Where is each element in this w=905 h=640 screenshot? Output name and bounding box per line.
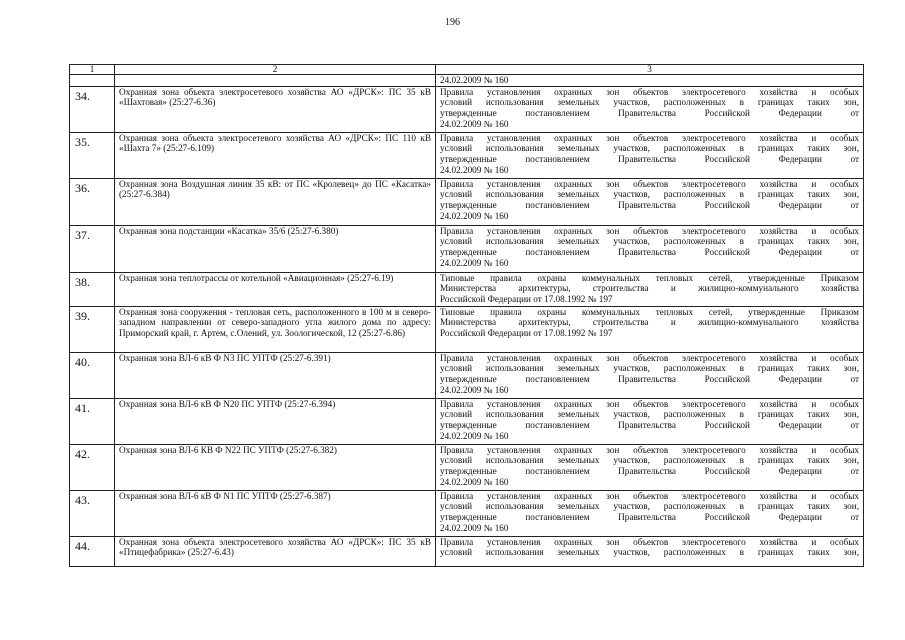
document-line: условий использования земельных участков, расположенных в границах таких зон, xyxy=(440,547,859,558)
table-row xyxy=(70,490,864,536)
document-line: условий использования земельных участков, расположенных в границах таких зон, xyxy=(440,409,859,420)
document-line: Министерства архитектуры, строительства и жилищно-коммунального хозяйства xyxy=(440,317,859,328)
document-line: утвержденные постановлением Правительства Российской Федерации от xyxy=(440,200,859,211)
document-line: условий использования земельных участков, расположенных в границах таких зон, xyxy=(440,97,859,108)
document-line: Типовые правила охраны коммунальных тепловых сетей, утвержденные Приказом xyxy=(440,306,859,317)
legal-basis xyxy=(436,178,864,225)
table-row xyxy=(70,225,864,272)
table-row xyxy=(70,306,864,352)
legal-basis xyxy=(436,444,864,490)
zone-name: Охранная зона ВЛ-6 кВ Ф N1 ПС УПТФ (25:27-6.387) xyxy=(115,490,436,536)
document-line: Правила установления охранных зон объектов электросетевого хозяйства и особых xyxy=(440,225,859,236)
row-number: 41. xyxy=(70,398,115,444)
document-line: 24.02.2009 № 160 xyxy=(440,430,509,441)
document-line: утвержденные постановлением Правительства Российской Федерации от xyxy=(440,466,859,477)
document-line: условий использования земельных участков, расположенных в границах таких зон, xyxy=(440,501,859,512)
document-cell xyxy=(436,75,864,87)
legal-basis xyxy=(436,272,864,306)
zone-name: Охранная зона ВЛ-6 кВ Ф N20 ПС УПТФ (25:27-6.394) xyxy=(115,398,436,444)
document-line: утвержденные постановлением Правительства Российской Федерации от xyxy=(440,420,859,431)
document-line: Правила установления охранных зон объектов электросетевого хозяйства и особых xyxy=(440,536,859,547)
row-number: 43. xyxy=(70,490,115,536)
zone-name: Охранная зона ВЛ-6 КВ Ф N22 ПС УПТФ (25:27-6.382) xyxy=(115,444,436,490)
row-number: 38. xyxy=(70,272,115,306)
document-line: 24.02.2009 № 160 xyxy=(440,164,509,175)
zone-name: Охранная зона объекта электросетевого хозяйства АО «ДРСК»: ПС 35 кВ «Птицефабрика» (25:27-6.43) xyxy=(115,536,436,566)
table-row xyxy=(70,86,864,132)
document-line: 24.02.2009 № 160 xyxy=(440,210,509,221)
document-line: условий использования земельных участков, расположенных в границах таких зон, xyxy=(440,189,859,200)
document-line: Российской Федерации от 17.08.1992 № 197 xyxy=(440,294,613,305)
legal-basis xyxy=(436,490,864,536)
legal-basis xyxy=(436,352,864,398)
row-number: 34. xyxy=(70,86,115,132)
table-row xyxy=(70,352,864,398)
column-number-row xyxy=(70,65,864,75)
legal-basis xyxy=(436,306,864,352)
table-row xyxy=(70,272,864,306)
zone-name-cell xyxy=(115,75,436,87)
document-line: Правила установления охранных зон объектов электросетевого хозяйства и особых xyxy=(440,444,859,455)
document-line: утвержденные постановлением Правительства Российской Федерации от xyxy=(440,374,859,385)
row-number: 44. xyxy=(70,536,115,566)
zone-name: Охранная зона теплотрассы от котельной «Авиационная» (25:27-6.19) xyxy=(115,272,436,306)
zone-name: Охранная зона ВЛ-6 кВ Ф N3 ПС УПТФ (25:27-6.391) xyxy=(115,352,436,398)
legal-basis xyxy=(436,132,864,178)
row-number: 39. xyxy=(70,306,115,352)
table-row xyxy=(70,536,864,566)
document-line: утвержденные постановлением Правительства Российской Федерации от xyxy=(440,108,859,119)
row-number-cell xyxy=(70,75,115,87)
table-row xyxy=(70,444,864,490)
table-row xyxy=(70,178,864,225)
zone-name: Охранная зона сооружения - тепловая сеть, расположенного в 100 м в северо-западном направлении от северо-западного угла жилого дома по адресу: Приморский край, г. Артем, с.Олений, ул. Зоологической, 12 (25:27-6.86) xyxy=(115,306,436,352)
document-line: 24.02.2009 № 160 xyxy=(440,118,509,129)
document-line: Правила установления охранных зон объектов электросетевого хозяйства и особых xyxy=(440,178,859,189)
legal-basis xyxy=(436,398,864,444)
zone-name: Охранная зона объекта электросетевого хозяйства АО «ДРСК»: ПС 35 кВ «Шахтовая» (25:27-6.36) xyxy=(115,86,436,132)
document-line: 24.02.2009 № 160 xyxy=(440,476,509,487)
document-line: 24.02.2009 № 160 xyxy=(440,257,509,268)
legal-basis xyxy=(436,225,864,272)
document-line: Типовые правила охраны коммунальных тепловых сетей, утвержденные Приказом xyxy=(440,272,859,283)
document-line: условий использования земельных участков, расположенных в границах таких зон, xyxy=(440,143,859,154)
document-line: условий использования земельных участков, расположенных в границах таких зон, xyxy=(440,455,859,466)
document-line: 24.02.2009 № 160 xyxy=(440,522,509,533)
legal-basis xyxy=(436,86,864,132)
document-line: утвержденные постановлением Правительства Российской Федерации от xyxy=(440,154,859,165)
document-line: Министерства архитектуры, строительства и жилищно-коммунального хозяйства xyxy=(440,283,859,294)
register-table xyxy=(69,64,864,567)
zone-name: Охранная зона подстанции «Касатка» 35/6 (25:27-6.380) xyxy=(115,225,436,272)
document-line: 24.02.2009 № 160 xyxy=(440,75,509,85)
table-row xyxy=(70,132,864,178)
column-header: 3 xyxy=(436,65,864,75)
row-number: 42. xyxy=(70,444,115,490)
document-line: условий использования земельных участков, расположенных в границах таких зон, xyxy=(440,363,859,374)
zone-name: Охранная зона объекта электросетевого хозяйства АО «ДРСК»: ПС 110 кВ «Шахта 7» (25:27-6.109) xyxy=(115,132,436,178)
legal-basis xyxy=(436,536,864,566)
table-row xyxy=(70,398,864,444)
zone-name: Охранная зона Воздушная линия 35 кВ: от ПС «Кролевец» до ПС «Касатка» (25:27-6.384) xyxy=(115,178,436,225)
document-line: Правила установления охранных зон объектов электросетевого хозяйства и особых xyxy=(440,86,859,97)
document-line: утвержденные постановлением Правительства Российской Федерации от xyxy=(440,247,859,258)
document-line: Правила установления охранных зон объектов электросетевого хозяйства и особых xyxy=(440,132,859,143)
document-line: условий использования земельных участков, расположенных в границах таких зон, xyxy=(440,236,859,247)
row-number: 35. xyxy=(70,132,115,178)
document-line: Правила установления охранных зон объектов электросетевого хозяйства и особых xyxy=(440,398,859,409)
column-header: 2 xyxy=(115,65,436,75)
document-line: Российской Федерации от 17.08.1992 № 197 xyxy=(440,328,613,339)
document-line: утвержденные постановлением Правительства Российской Федерации от xyxy=(440,512,859,523)
row-number: 40. xyxy=(70,352,115,398)
row-number: 36. xyxy=(70,178,115,225)
document-line: 24.02.2009 № 160 xyxy=(440,384,509,395)
document-line: Правила установления охранных зон объектов электросетевого хозяйства и особых xyxy=(440,490,859,501)
row-number: 37. xyxy=(70,225,115,272)
document-line: Правила установления охранных зон объектов электросетевого хозяйства и особых xyxy=(440,352,859,363)
column-header: 1 xyxy=(70,65,115,75)
page-number: 196 xyxy=(445,17,460,28)
continuation-row xyxy=(70,75,864,87)
